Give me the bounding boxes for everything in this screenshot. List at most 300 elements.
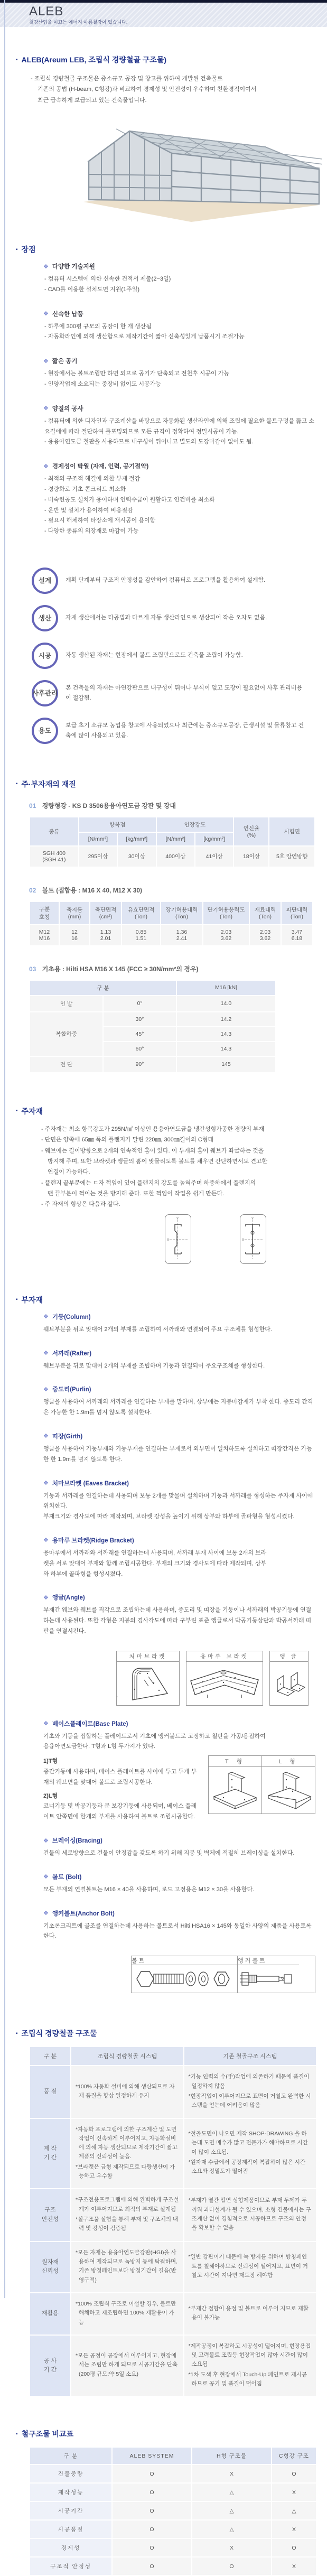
- cell: 90°: [104, 1057, 176, 1072]
- cell-point: *브라켓은 금형 제작되므로 다량생산이 가능하고 우수함: [76, 2163, 175, 2180]
- diamond-icon: ❖: [43, 1350, 49, 1357]
- table-row: [30, 847, 314, 867]
- cell-point: *제작공정이 복잡하고 시공성이 떨어지며, 현장용접 및 고력볼트 조립등 현장작업이 많아 시간이 많이 소요됨: [188, 2342, 311, 2368]
- col-header-line: (Ton): [135, 914, 147, 920]
- process-section: [32, 568, 315, 744]
- advantage-item: - 용융아연도금 철판을 사용하므로 내구성이 뛰어나고 별도의 도장마감이 없어도 됨.: [44, 437, 315, 448]
- cell-point: *부재가 열간 압연 성형제품이므로 부재 두께가 두꺼워 과다설계가 될 수 있으며, 소형 건물에서는 구조계산 없이 경험적으로 시공하므로 구조의 안정을 확보할 수 없음: [188, 2197, 311, 2231]
- list-item: - 웨브에는 길이방향으로 2개의 연속적인 홈이 있다. 이 두개의 홈이 웨브가 좌굴하는 것을: [41, 1146, 315, 1156]
- rating-cell: O: [113, 2558, 191, 2575]
- process-step-circle: 용도: [32, 718, 58, 744]
- item-name: 볼트 (Bolt): [52, 1874, 82, 1881]
- square-bullet-icon: ▪: [16, 781, 18, 787]
- diamond-icon: ❖: [43, 405, 49, 412]
- system-compare-title: [16, 2028, 315, 2039]
- structure-compare-title-text: 철구조물 비교표: [21, 2430, 74, 2439]
- sub-member-item: [43, 1593, 315, 1636]
- advantages-section: [16, 244, 315, 537]
- item-name: 처마브라켓 (Eaves Bracket): [52, 1480, 129, 1487]
- rating-cell: X: [272, 2484, 316, 2501]
- advantage-item: - 운반 및 설치가 용이하여 비용절감: [44, 506, 315, 516]
- list-item: 방지해 주며, 또한 브라켓과 앵글의 홈이 맞물리도록 볼트를 채우면 간단하면서도 견고한: [48, 1158, 268, 1165]
- col-header: 시험편: [269, 817, 314, 845]
- rating-cell: O: [113, 2502, 191, 2519]
- item-text: 웨브부분을 뒤로 맞대어 2개의 부재를 조립하여 서까래와 연결되어 주요 구조체를 형성한다.: [43, 1326, 272, 1333]
- process-step: [32, 605, 315, 631]
- item-name: 중도리(Purlin): [52, 1387, 91, 1393]
- row-label: 구조적 안정성: [30, 2558, 111, 2575]
- item-text: 기초콘크리트에 골조를 연결하는데 사용하는 볼트로서 Hilti HSA16 × 145와 동일한 사양의 제품을 사용토록 한다.: [43, 1922, 312, 1940]
- advantage-item: - 컴퓨터에 의한 디자인과 구조계산을 바탕으로 자동화된 생산라인에 의해 조립에 필요한 볼트구멍을 뚫고 소요길에에 따라 절단하여 롤포밍되므로 모든 규격이 정확하여 정밀시공이 가능.: [44, 416, 315, 438]
- advantages-title-text: 장점: [21, 245, 36, 254]
- item-name: 앵글(Angle): [52, 1595, 85, 1602]
- main-member-list: [41, 1124, 315, 1210]
- l-type-text: 코너기둥 및 박공기둥과 문 보강기둥에 사용되며, 베이스 플레이트 안쪽면에 한개의 부재를 사용하여 볼트로 조립시공한다.: [43, 1803, 197, 1820]
- bolt-diagram: [132, 1956, 237, 1993]
- table-row: [30, 1057, 275, 1072]
- cell-line: M16: [39, 935, 50, 942]
- materials-title-text: 주·부자재의 재질: [21, 779, 76, 788]
- cell-line: SGH 400: [42, 850, 66, 857]
- cell: 인 발: [30, 996, 102, 1011]
- process-step-circle: 사후관리: [32, 680, 58, 706]
- l-type-label: 2)L형: [43, 1792, 58, 1799]
- cell: 14.0: [177, 996, 275, 1011]
- advantage-item: - 하루에 300평 규모의 공장이 한 개 생산됨: [44, 322, 315, 332]
- group-heading: 짧은 공기: [52, 358, 78, 365]
- cell-point: *현장작업이 이루어지므로 표면이 거칠고 완벽한 시스템을 얻는데 어려움이 많음: [188, 2093, 311, 2109]
- col-header-line: 단기허용응력도: [207, 907, 245, 914]
- square-bullet-icon: ▪: [16, 57, 18, 63]
- advantage-item: - 현장에서는 볼트조립만 하면 되므로 공기가 단축되고 전천후 시공이 가능: [44, 369, 315, 379]
- advantages-title: [16, 244, 315, 255]
- list-item: - 주 자재의 형상은 다음과 같다.: [41, 1199, 315, 1210]
- cell-line: 2.41: [176, 935, 188, 942]
- col-header: [234, 817, 268, 845]
- col-header-line: 장기허용내력: [165, 907, 198, 914]
- col-header: 조립식 경량철골 시스템: [71, 2047, 183, 2065]
- table-row: [30, 1012, 275, 1026]
- diamond-icon: ❖: [43, 1594, 49, 1601]
- structure-compare-section: [16, 2429, 315, 2576]
- advantage-item: - 자동화라인에 의해 생산함으로 제작기간이 짧아 신축성있게 납품시기 조절가능: [44, 332, 315, 342]
- item-name: 서까래(Rafter): [52, 1350, 92, 1357]
- cell-line: (SGH 41): [42, 856, 66, 863]
- cell-point: *1차 도색 후 현장에서 Touch-Up 페인트로 재시공하므로 공기 및 품질이 떨어짐: [188, 2371, 307, 2387]
- cell-point: *모든 자재는 용융아연도금강판(HGI)을 사용하여 제작되므로 녹방지 등에 탁월하며, 기존 방청페인트보다 방청기간이 길음(반영구적): [76, 2249, 178, 2283]
- cell: 0°: [104, 996, 176, 1011]
- col-header-line: (Ton): [291, 914, 303, 920]
- diamond-icon: ❖: [43, 358, 49, 365]
- rating-cell: O: [272, 2539, 316, 2556]
- material-heading-text: 경량형강 - KS D 3506용융아연도금 강판 및 강대: [42, 802, 176, 810]
- col-header: 항복점: [79, 817, 156, 832]
- table-row: [30, 2465, 316, 2482]
- rating-cell: X: [192, 2465, 271, 2482]
- angle-diagram: [269, 1651, 309, 1706]
- rating-cell: O: [113, 2465, 191, 2482]
- structure-compare-table: [29, 2447, 317, 2576]
- item-name: 용마루 브라켓(Ridge Bracket): [52, 1537, 134, 1544]
- diagram-label: 용마루 브라켓: [186, 1651, 263, 1662]
- row-label: 기 간: [43, 2367, 57, 2374]
- material-heading-text: 볼트 (접합용 : M16 X 40, M12 X 30): [42, 886, 143, 894]
- group-heading: 다양한 기술지원: [52, 264, 95, 271]
- col-header-line: 축단면적: [95, 907, 117, 914]
- item-text: 앵글을 사용하여 기둥부재와 기둥부재를 연결하는 부재로서 외부면이 일치하도록 설치하고 띠장간격은 가능한 한 1.9m를 넘지 않도록 한다.: [43, 1445, 312, 1463]
- cell-point: *자동화 프로그램에 의한 구조계산 및 도면 작업이 신속하게 이루어지고, 자동화설비에 의해 자동 생산되므로 제작기간이 짧고 제품의 신뢰성이 높음.: [76, 2126, 178, 2160]
- cell: 145: [177, 1057, 275, 1072]
- cell: 복합하중: [30, 1012, 102, 1056]
- intro-line: - 조립식 경량철골 구조물은 중소규모 공장 및 창고를 위하여 개발된 건축물로: [31, 73, 315, 84]
- group-heading: 경제성이 탁월 (자재, 인력, 공기절약): [52, 463, 149, 470]
- t-type-text: 중간기둥에 사용하며, 베이스 플레이트를 사이에 두고 두개 부재의 웨브면을 맞대어 볼트로 조립시공한다.: [43, 1769, 197, 1785]
- col-header-line: 호칭: [39, 914, 50, 920]
- structure-compare-title: [16, 2429, 315, 2439]
- col-header: 인장강도: [157, 817, 233, 832]
- c-section-diagram: [165, 1214, 191, 1264]
- diagram-label: 처마브라켓: [117, 1651, 179, 1662]
- cell: 5호 압연방향: [269, 847, 314, 867]
- cell-point: *100% 조립식 구조로 이설할 경우, 볼트만 해체하고 재조립하면 100% 재활용이 가능: [76, 2300, 176, 2326]
- table-row: [30, 2521, 316, 2538]
- col-header: 구 분: [30, 2047, 70, 2065]
- item-text: 용마루에서 서까래와 서까래를 연결하는데 사용되며, 서까래 부재 사이에 보통 2개의 브라켓을 서로 맞대어 부재와 함께 조립시공한다. 부재의 크기와 경사도에 따라 제작되며, 상부와 하부에 골파형을 형성시켰다.: [43, 1549, 267, 1577]
- col-header-line: 파단내력: [286, 907, 308, 914]
- ridge-bracket-diagram: [186, 1651, 263, 1706]
- advantage-item: - 컴퓨터 시스템에 의한 신속한 견적서 제출(2~3일): [44, 274, 315, 285]
- rating-cell: X: [272, 2558, 316, 2575]
- item-name: 앵커볼트(Anchor Bolt): [52, 1910, 115, 1917]
- table-row: [30, 925, 312, 945]
- row-label: 신뢰성: [42, 2268, 59, 2275]
- sub-member-item: [43, 1349, 315, 1372]
- row-label: 구조: [44, 2207, 56, 2214]
- cell-line: 2.01: [100, 935, 111, 942]
- row-label: 품 질: [43, 2088, 57, 2095]
- table-row: [30, 2066, 316, 2117]
- row-label: 공 사: [43, 2357, 57, 2364]
- cell-line: 1.36: [176, 928, 188, 935]
- process-step-circle: 생산: [32, 605, 58, 631]
- process-step-circle: 설계: [32, 568, 58, 594]
- intro-line: 기존의 공법 (H-beam, C형강)과 비교하여 경제성 및 안전성이 우수하며 친환경적이여서: [38, 86, 257, 93]
- materials-title: [16, 779, 315, 789]
- steel-frame-image: [79, 120, 315, 226]
- cell-line: 1.13: [100, 928, 111, 935]
- item-text: 부재크기와 경사도에 따라 제작되며, 브라켓 강성을 높이기 위해 상부와 하부에 골파형을 형성시켰다.: [43, 1513, 295, 1520]
- table-row: [30, 2484, 316, 2501]
- process-step-text: 자동 생산된 자재는 현장에서 볼트 조립만으로도 건축물 조립이 가능함.: [66, 652, 243, 659]
- list-item: - 주자재는 최소 항복강도가 295N/㎟ 이상인 용융아연도금을 냉간성형가공한 경량의 부재: [41, 1124, 315, 1134]
- sub-member-item: [43, 1313, 315, 1335]
- intro-body: [31, 73, 315, 106]
- diamond-icon: ❖: [43, 1314, 49, 1320]
- base-plate-item: [43, 1719, 315, 1822]
- diagram-label: 앵 커 볼 트: [238, 1956, 299, 1965]
- intro-title: [16, 54, 315, 65]
- diamond-icon: ❖: [43, 1874, 49, 1881]
- sub-member-item: [43, 1432, 315, 1465]
- materials-section: [16, 779, 315, 1073]
- intro-title-text: ALEB(Areum LEB, 조립식 경량철골 구조물): [21, 55, 167, 64]
- unit-header: [kg/mm²]: [118, 833, 155, 845]
- rating-cell: △: [192, 2502, 271, 2519]
- material-heading-2: [29, 886, 315, 895]
- col-header: 기존 철골구조 시스템: [184, 2047, 316, 2065]
- sub-member-section: [16, 1295, 315, 1994]
- square-bullet-icon: ▪: [16, 1108, 18, 1114]
- cell-point: *원자재 수급에서 공장제작이 복잡하여 많은 시간 소요와 정밀도가 떨어짐: [188, 2159, 306, 2175]
- col-header: C형강 구조: [272, 2448, 316, 2464]
- col-header-line: (%): [247, 832, 256, 839]
- axis-label-y: Y: [176, 1217, 179, 1221]
- advantage-group: [43, 404, 315, 448]
- row-label: 기 간: [43, 2154, 57, 2161]
- table-row: [30, 2539, 316, 2556]
- cell-kind: [30, 847, 78, 867]
- diamond-icon: ❖: [43, 1537, 49, 1544]
- rating-cell: O: [113, 2484, 191, 2501]
- material-heading-1: [29, 801, 315, 810]
- item-text: 기둥과 서까래를 연결하는데 사용되며 보통 2개를 맞물며 설치하며 기둥과 서까래를 형성하는 주자재 사이에위치한다.: [43, 1492, 313, 1510]
- cell-point: *부재간 접합이 용접 및 볼트로 이루어 지므로 재활용이 불가능: [188, 2305, 309, 2321]
- cell-point: *모든 공정이 공장에서 이루어지고, 현장에 서는 조립만 하게 되므로 시공기간을 단축 (200평 규모:약 5일 소요): [76, 2352, 178, 2377]
- rating-cell: O: [113, 2539, 191, 2556]
- sub-member-title: [16, 1295, 315, 1305]
- cell-point: *기능 인력의 수(手)작업에 의존하기 때문에 품질이 일정하지 않음: [188, 2073, 310, 2089]
- square-bullet-icon: ▪: [16, 1297, 18, 1303]
- cell-line: 3.47: [291, 928, 303, 935]
- row-label: 안전성: [42, 2216, 59, 2222]
- table-row: [30, 2293, 316, 2335]
- brand-title: ALEB: [29, 4, 64, 18]
- system-compare-title-text: 조립식 경량철골 구조물: [21, 2029, 97, 2038]
- cell-point: *100% 자동화 설비에 의해 생산되므로 자재 품질을 항상 일정하게 유지: [76, 2083, 175, 2099]
- advantage-item: - 인양작업에 소요되는 중장비 없이도 시공가능: [44, 379, 315, 390]
- base-plate-diagram: [208, 1755, 315, 1814]
- advantage-group: [43, 262, 315, 295]
- diagram-label: T 형: [209, 1756, 261, 1767]
- item-name: 브레이싱(Bracing): [52, 1838, 102, 1845]
- sub-member-item: [43, 1836, 315, 1859]
- col-header-line: 재료내력: [254, 907, 276, 914]
- cell: 30이상: [118, 847, 155, 867]
- col-header-line: (cm²): [99, 914, 113, 920]
- advantage-item: - 최적의 구조적 해결에 의한 부재 절감: [44, 474, 315, 485]
- c-section-diagrams: [165, 1214, 315, 1264]
- rating-cell: O: [113, 2521, 191, 2538]
- bolt-spec-table: [29, 901, 313, 946]
- rating-cell: O: [272, 2465, 316, 2482]
- rating-cell: X: [272, 2521, 316, 2538]
- advantage-group: [43, 462, 315, 537]
- row-label: 시공품질: [30, 2521, 111, 2538]
- cell: 전 단: [30, 1057, 102, 1072]
- anchor-capacity-table: [29, 980, 276, 1073]
- main-member-title: [16, 1106, 315, 1117]
- brand-header: [0, 3, 327, 27]
- row-label: 경제성: [30, 2539, 111, 2556]
- process-step-circle: 시공: [32, 643, 58, 669]
- col-header-line: 연신율: [243, 825, 260, 832]
- list-item: - 단면은 양쪽에 65㎜ 폭의 플랜지가 달린 220㎜, 300㎜길이의 C형태: [41, 1134, 315, 1145]
- table-row: [30, 2242, 316, 2292]
- steel-spec-table: [29, 816, 315, 868]
- intro-line: 최근 급속하게 보급되고 있는 건축물입니다.: [38, 97, 147, 104]
- unit-header: [N/mm²]: [79, 833, 117, 845]
- cell-line: 6.18: [291, 935, 303, 942]
- diamond-icon: ❖: [43, 1910, 49, 1917]
- advantage-item: - CAD를 이용한 설치도면 지원(1주일): [44, 285, 315, 295]
- left-border-line: [4, 0, 5, 2298]
- diamond-icon: ❖: [43, 463, 49, 470]
- advantage-item: - 비숙련공도 설치가 용이하며 인력수급이 원활하고 인건비를 최소화: [44, 495, 315, 506]
- col-header-line: (Ton): [220, 914, 232, 920]
- table-row: [30, 2119, 316, 2189]
- system-compare-table: [29, 2046, 317, 2397]
- square-bullet-icon: ▪: [16, 2030, 18, 2036]
- sub-member-item: [43, 1536, 315, 1579]
- item-text: 앵글을 사용하여 서까래의 서까래를 연결하는 부재를 말하며, 상부에는 지붕마감재가 부착 한다. 중도리 간격은 가능한 한 1.9m를 넘지 않도록 설치한다.: [43, 1399, 313, 1416]
- axis-label-y: Y: [251, 1217, 254, 1221]
- cell-point: *구조전용프로그램에 의해 완벽하게 구조설계가 이루어지므로 최적의 부재로 설계됨: [76, 2197, 179, 2212]
- cell: 400이상: [157, 847, 194, 867]
- group-heading: 양질의 공사: [52, 405, 83, 412]
- cell: 14.3: [177, 1042, 275, 1056]
- brand-tagline: 철강산업을 이끄는 에너지 아름철강이 있습니다.: [29, 20, 128, 25]
- process-step: [32, 643, 315, 669]
- diamond-icon: ❖: [43, 263, 49, 270]
- eaves-bracket-diagram: [116, 1651, 180, 1706]
- process-step: [32, 568, 315, 594]
- cell-line: 1.51: [135, 935, 147, 942]
- cell-line: 2.03: [259, 928, 271, 935]
- col-header-line: 축지름: [66, 907, 83, 914]
- main-member-section: [16, 1106, 315, 1264]
- col-header: 구 분: [30, 981, 176, 995]
- sub-member-item: [43, 1909, 315, 1942]
- process-step-text: 보급 초기 소규모 농업용 창고에 사용되었으나 최근에는 중소규모공장, 근생시설 및 물류창고 건축에 많이 사용되고 있음.: [66, 722, 304, 739]
- advantage-item: - 다양한 종류의 외장재로 마감이 가능: [44, 526, 315, 537]
- col-header: 종류: [30, 817, 78, 845]
- row-label: 원자재: [42, 2258, 59, 2265]
- cell-line: M12: [39, 928, 50, 935]
- system-compare-section: [16, 2028, 315, 2397]
- anchor-bolt-diagram: [237, 1956, 299, 1993]
- square-bullet-icon: ▪: [16, 2431, 18, 2437]
- item-text: 기초와 기둥을 접합하는 플레이트로서 기초에 앵커볼트로 고정하고 철판을 가공/용접하여 용융아연도금한다. T형과 L형 두가지가 있다.: [43, 1733, 266, 1750]
- item-name: 베이스플레이트(Base Plate): [52, 1721, 128, 1727]
- diagram-label: L 형: [262, 1756, 315, 1767]
- process-step-text: 본 건축물의 자재는 아연강판으로 내구성이 뛰어나 부식이 없고 도장이 필요없어 사후 관리비용이 절감됨.: [66, 684, 303, 701]
- content: [0, 54, 327, 2576]
- advantage-group: [43, 357, 315, 390]
- main-member-title-text: 주자재: [21, 1106, 43, 1115]
- bracket-diagrams: [116, 1651, 315, 1706]
- process-step-text: 자재 생산에서는 타공법과 다르게 자동 생산라인으로 생산되어 작은 오차도 없음.: [66, 615, 267, 621]
- diagram-label: 앵 글: [270, 1651, 308, 1662]
- cell: 45°: [104, 1027, 176, 1041]
- cell: 14.2: [177, 1012, 275, 1026]
- diamond-icon: ❖: [43, 311, 49, 318]
- cell-line: 0.85: [135, 928, 147, 935]
- col-header-line: 구분: [39, 906, 50, 913]
- table-row: [30, 2502, 316, 2519]
- diamond-icon: ❖: [43, 1433, 49, 1440]
- col-header-line: (Ton): [175, 914, 188, 920]
- col-header-line: 유효단면적: [127, 907, 155, 914]
- diamond-icon: ❖: [43, 1480, 49, 1487]
- cell-point: *철골도면이 나오면 제작 SHOP-DRAWING 을 하는데 도면 매수가 많고 전문가가 해야하므로 시간이 많이 소요됨.: [188, 2131, 308, 2155]
- advantage-group: [43, 310, 315, 343]
- square-bullet-icon: ▪: [16, 246, 18, 253]
- row-label: 시공기간: [30, 2502, 111, 2519]
- cell: 295이상: [79, 847, 117, 867]
- number-badge: 01: [29, 802, 36, 810]
- sub-member-title-text: 부자재: [21, 1295, 43, 1304]
- number-badge: 02: [29, 886, 36, 894]
- cell: 30°: [104, 1012, 176, 1026]
- list-item: 연결이 가능하다.: [48, 1169, 90, 1176]
- item-text: 웨브부분을 뒤로 맞대어 2개의 부재를 조립하며 기둥과 연결되어 주요구조체를 형성한다.: [43, 1362, 265, 1369]
- advantage-item: - 필요시 해체하여 타장소에 재시공이 용이함: [44, 516, 315, 526]
- sub-member-item: [43, 1873, 315, 1895]
- row-label: 건물중량: [30, 2465, 111, 2482]
- rating-cell: O: [192, 2558, 271, 2575]
- t-type-label: 1)T형: [43, 1758, 58, 1765]
- group-heading: 신속한 납품: [52, 311, 83, 318]
- cell-line: 2.03: [220, 928, 232, 935]
- item-text: 부재간 웨브와 웨브를 직각으로 조립하는데 사용하며, 중도리 및 띠장을 기둥이나 서까래의 박공기둥에 연결하는데 사용된다. 또한 각형은 지붕의 경사각도에 따라 구부린 표준 앵글로서 박공기둥상단과 박공서까래 띠판을 연결시킨다.: [43, 1607, 312, 1634]
- diamond-icon: ❖: [43, 1721, 49, 1727]
- rating-cell: X: [192, 2539, 271, 2556]
- row-label: 제 작: [43, 2145, 57, 2152]
- diamond-icon: ❖: [43, 1837, 49, 1844]
- col-header: M16 [kN]: [177, 981, 275, 995]
- rating-cell: △: [272, 2502, 316, 2519]
- sub-member-item: [43, 1385, 315, 1418]
- item-name: 띠장(Girth): [52, 1433, 83, 1440]
- row-label: 제작성능: [30, 2484, 111, 2501]
- cell: 41이상: [195, 847, 233, 867]
- table-row: [30, 2558, 316, 2575]
- number-badge: 03: [29, 965, 36, 973]
- table-row: [30, 2189, 316, 2240]
- cell-point: *일반 강판이기 때문에 녹 방지를 위하여 방청페인트를 칠해야하므로 신뢰성이 떨어지고, 표면이 거칠고 시간이 지나면 재도장 해야함: [188, 2254, 308, 2279]
- row-label: 재활용: [42, 2310, 59, 2317]
- list-item: - 플랜지 끝부분에는 ㄷ자 꺽임이 있어 플랜지의 강도를 높혀주며 하중하에서 플랜지의: [41, 1178, 315, 1188]
- item-name: 기둥(Column): [52, 1314, 91, 1320]
- process-step: [32, 718, 315, 744]
- col-header-line: (mm): [68, 914, 81, 920]
- cell-line: 16: [71, 935, 78, 942]
- rating-cell: △: [192, 2484, 271, 2501]
- c-section-diagram: [240, 1214, 266, 1264]
- process-step-text: 계획 단계부터 구조적 안정성을 감안하여 컴퓨터로 프로그램을 활용하여 설계함.: [66, 577, 266, 584]
- material-heading-text: 기초용 : Hilti HSA M16 X 145 (FCC ≥ 30N/mm²의 경우): [42, 965, 199, 973]
- unit-header: [N/mm²]: [157, 833, 194, 845]
- cell-line: 12: [71, 928, 78, 935]
- cell: 18이상: [234, 847, 268, 867]
- cell: 60°: [104, 1042, 176, 1056]
- item-text: 건물의 세로방향으로 건물이 안정감을 갖도록 하기 위해 지붕 및 벽체에 적절히 브레이싱을 설치한다.: [43, 1850, 295, 1857]
- col-header: ALEB SYSTEM: [113, 2448, 191, 2464]
- list-item: 맨 끝부분이 꺽이는 것을 방지해 준다. 또한 꺽임이 작업을 쉽게 만든다.: [48, 1191, 225, 1197]
- col-header-line: (Ton): [259, 914, 272, 920]
- col-header: H형 구조물: [192, 2448, 271, 2464]
- rating-cell: △: [192, 2521, 271, 2538]
